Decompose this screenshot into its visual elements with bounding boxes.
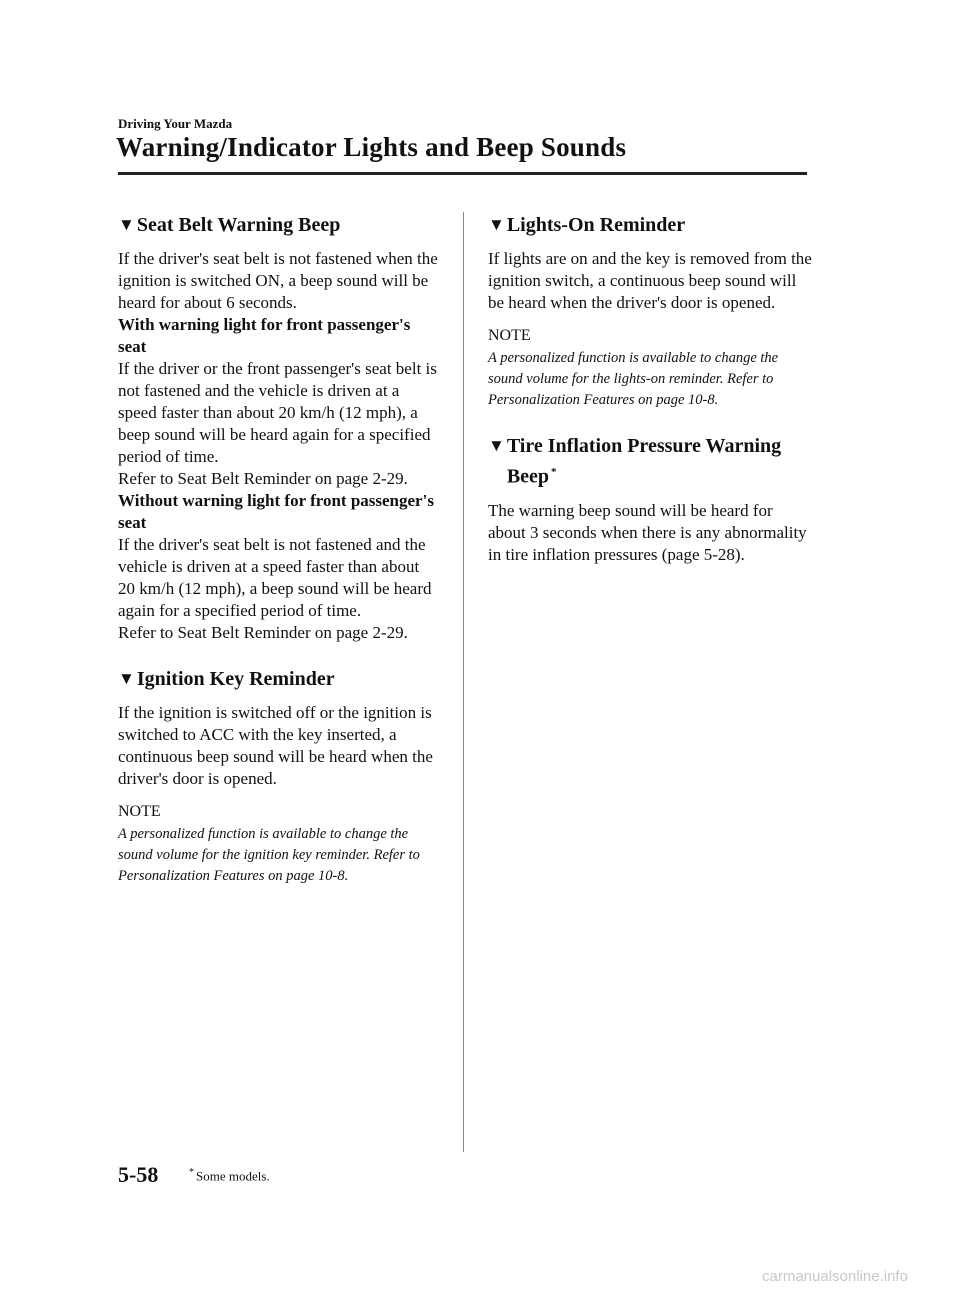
ignition-note-label: NOTE bbox=[118, 803, 161, 820]
title-rule bbox=[118, 172, 807, 175]
spacer bbox=[118, 644, 440, 666]
lights-text: If lights are on and the key is removed from the ignition switch, a continuous beep sound will be heard when the driver's door is opened. bbox=[488, 249, 812, 312]
lights-note-label: NOTE bbox=[488, 327, 531, 344]
ignition-note-text: A personalized function is available to change the sound volume for the ignition key reminder. Refer to Personalization Features on page 10-8. bbox=[118, 826, 420, 884]
seatbelt-heading bbox=[118, 212, 440, 238]
right-column bbox=[488, 212, 813, 566]
with-light-subheading: With warning light for front passenger's seat bbox=[118, 315, 411, 356]
with-light-reference: Refer to Seat Belt Reminder on page 2-29. bbox=[118, 469, 408, 488]
seatbelt-heading-text: Seat Belt Warning Beep bbox=[136, 214, 341, 236]
seatbelt-intro: If the driver's seat belt is not fastened when the ignition is switched ON, a beep sound will be heard for about 6 seconds. bbox=[118, 249, 438, 312]
tire-heading-text bbox=[507, 433, 813, 490]
column-divider bbox=[463, 212, 464, 1152]
tire-heading bbox=[488, 433, 813, 490]
triangle-down-icon: ▼ bbox=[118, 215, 135, 234]
watermark: carmanualsonline.info bbox=[762, 1268, 908, 1285]
asterisk-icon: * bbox=[189, 1167, 194, 1178]
page-number: 5-58 bbox=[118, 1162, 159, 1187]
left-column bbox=[118, 212, 440, 887]
spacer bbox=[488, 411, 813, 433]
tire-heading-label: Tire Inflation Pressure Warning Beep bbox=[506, 435, 782, 488]
page-title: Warning/Indicator Lights and Beep Sounds bbox=[116, 132, 627, 162]
lights-heading-text: Lights-On Reminder bbox=[506, 214, 686, 236]
section-label: Driving Your Mazda bbox=[118, 116, 233, 131]
asterisk-icon: * bbox=[551, 466, 557, 478]
triangle-down-icon: ▼ bbox=[118, 669, 135, 688]
lights-note-text: A personalized function is available to change the sound volume for the lights-on reminder. Refer to Personalization Features on page 10-8. bbox=[488, 350, 779, 408]
triangle-down-icon: ▼ bbox=[488, 215, 505, 234]
triangle-down-icon: ▼ bbox=[488, 436, 505, 455]
without-light-text: If the driver's seat belt is not fastened and the vehicle is driven at a speed faster than about 20 km/h (12 mph), a beep sound will be heard again for a specified period of time. bbox=[118, 535, 432, 620]
footnote bbox=[189, 1167, 270, 1184]
tire-text: The warning beep sound will be heard for about 3 seconds when there is any abnormality in tire inflation pressures (page 5-28). bbox=[488, 500, 807, 564]
with-light-text: If the driver or the front passenger's seat belt is not fastened and the vehicle is driven at a speed faster than about 20 km/h (12 mph), a beep sound will be heard again for a specified period of time. bbox=[118, 359, 437, 466]
ignition-heading bbox=[118, 666, 440, 692]
footnote-text: Some models. bbox=[196, 1168, 270, 1184]
ignition-heading-text: Ignition Key Reminder bbox=[136, 668, 335, 690]
ignition-text: If the ignition is switched off or the ignition is switched to ACC with the key inserted, a continuous beep sound will be heard when the driver's door is opened. bbox=[118, 703, 433, 788]
without-light-subheading: Without warning light for front passenger's seat bbox=[118, 491, 434, 532]
lights-heading bbox=[488, 212, 813, 238]
without-light-reference: Refer to Seat Belt Reminder on page 2-29. bbox=[118, 623, 408, 642]
